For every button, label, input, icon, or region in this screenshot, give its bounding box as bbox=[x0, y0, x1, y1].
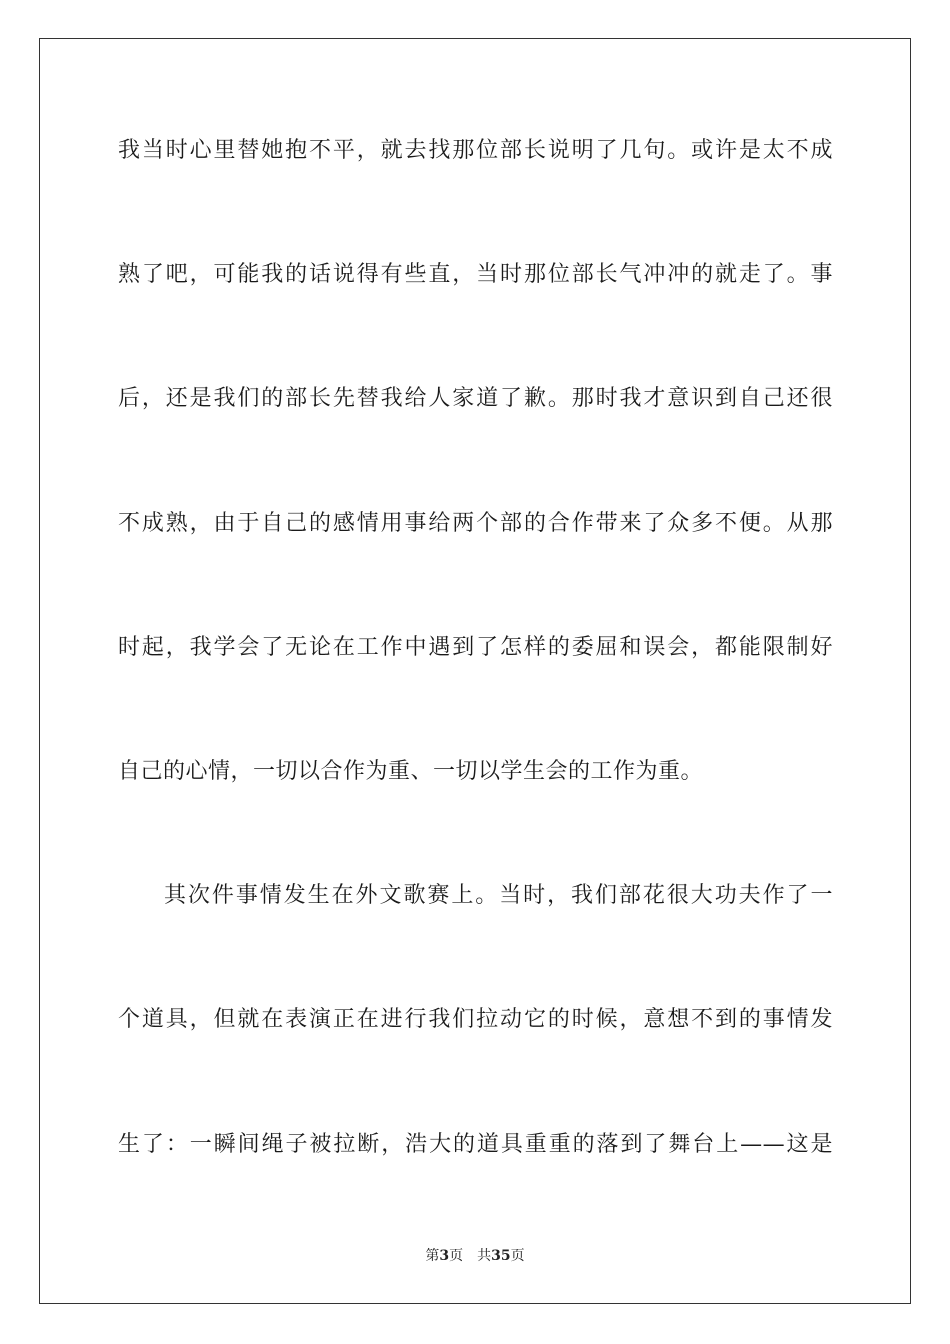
text-line: 我当时心里替她抱不平，就去找那位部长说明了几句。或许是太不成 bbox=[118, 138, 833, 163]
text-line: 后，还是我们的部长先替我给人家道了歉。那时我才意识到自己还很 bbox=[118, 386, 833, 411]
page-footer bbox=[0, 1247, 950, 1265]
text-line: 个道具，但就在表演正在进行我们拉动它的时候，意想不到的事情发 bbox=[118, 1007, 833, 1032]
text-line: 时起，我学会了无论在工作中遇到了怎样的委屈和误会，都能限制好 bbox=[118, 635, 833, 660]
page-label-prefix: 第 bbox=[425, 1248, 440, 1264]
text-line: 不成熟，由于自己的感情用事给两个部的合作带来了众多不便。从那 bbox=[118, 511, 833, 536]
page-number: 3 bbox=[439, 1248, 450, 1264]
text-line: 熟了吧，可能我的话说得有些直，当时那位部长气冲冲的就走了。事 bbox=[118, 262, 833, 287]
text-line: 生了：一瞬间绳子被拉断，浩大的道具重重的落到了舞台上——这是 bbox=[118, 1132, 833, 1157]
total-label-suffix: 页 bbox=[510, 1248, 525, 1264]
text-line: 其次件事情发生在外文歌赛上。当时，我们部花很大功夫作了一 bbox=[164, 883, 833, 908]
text-line: 自己的心情，一切以合作为重、一切以学生会的工作为重。 bbox=[118, 759, 704, 784]
page-label-suffix: 页 bbox=[449, 1248, 464, 1264]
page-border bbox=[39, 38, 911, 1304]
total-pages: 35 bbox=[491, 1248, 511, 1264]
total-label-prefix: 共 bbox=[477, 1248, 492, 1264]
